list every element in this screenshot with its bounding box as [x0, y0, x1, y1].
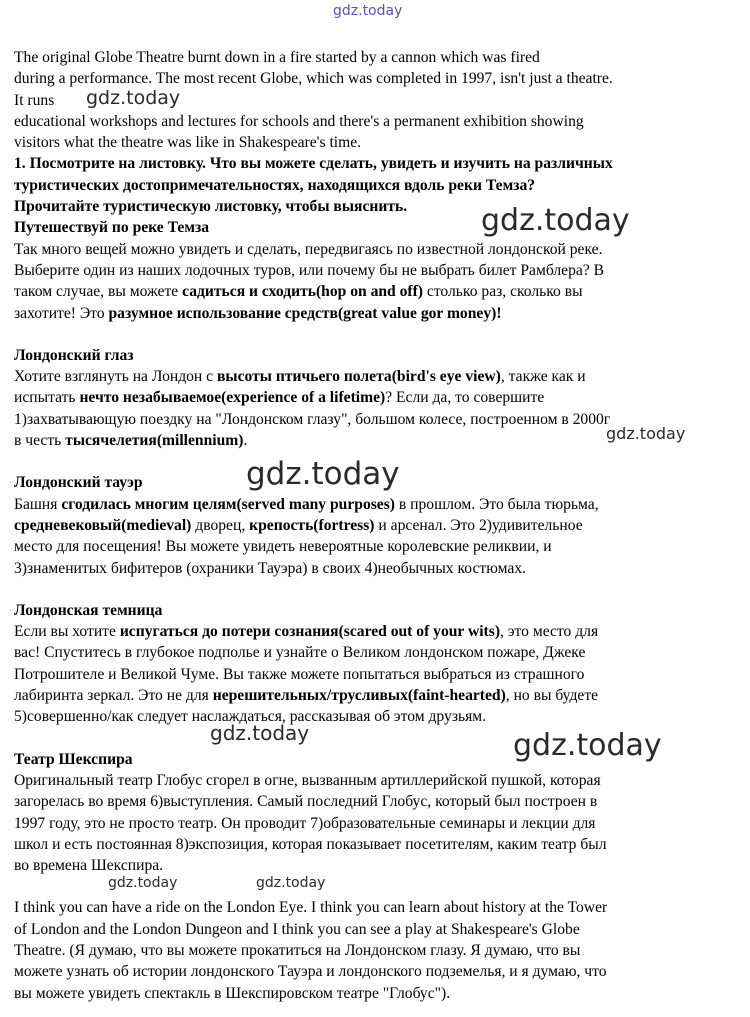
watermark: gdz.today: [256, 875, 326, 891]
text-line: место для посещения! Вы можете увидеть невероятные королевские реликвии, и: [14, 538, 552, 556]
text-line: вы можете увидеть спектакль в Шекспировском театре "Глобус").: [14, 984, 451, 1002]
intro-line: It runs: [14, 91, 55, 109]
text-line: Оригинальный театр Глобус сгорел в огне, вызванным артиллерийской пушкой, которая: [14, 771, 601, 789]
text-line: Башня сгодилась многим целям(served many purposes) в прошлом. Это была тюрьма,: [14, 495, 599, 513]
text-line: Так много вещей можно увидеть и сделать, передвигаясь по известной лондонской реке.: [14, 240, 603, 258]
text-line: Хотите взглянуть на Лондон с высоты птичьего полета(bird's eye view), также как и: [14, 368, 586, 386]
text-line: of London and the London Dungeon and I think you can see a play at Shakespeare's Globe: [14, 920, 580, 938]
task-line: 1. Посмотрите на листовку. Что вы можете сделать, увидеть и изучить на различных: [14, 155, 613, 173]
text-line: во времена Шекспира.: [14, 857, 164, 875]
section-title: Театр Шекспира: [14, 750, 133, 768]
section-globe: [14, 749, 739, 877]
task-line: Прочитайте туристическую листовку, чтобы выяснить.: [14, 198, 408, 216]
text-line: 1)захватывающую поездку на "Лондонском глазу", большом колесе, построенном в 2000г: [14, 410, 611, 428]
section-title: Лондонский тауэр: [14, 474, 143, 492]
watermark: gdz.today: [513, 728, 662, 763]
answer-block: [14, 897, 739, 1003]
watermark: gdz.today: [210, 721, 310, 745]
intro-line: educational workshops and lectures for schools and there's a permanent exhibition showing: [14, 112, 584, 130]
watermark: gdz.today: [246, 456, 400, 492]
text-line: в честь тысячелетия(millennium).: [14, 432, 248, 450]
section-title: Путешествуй по реке Темза: [14, 219, 210, 237]
text-line: захотите! Это разумное использование средств(great value gor money)!: [14, 304, 502, 322]
text-line: школ и есть постоянная 8)экспозиция, которая показывает посетителям, каким театр был: [14, 835, 607, 853]
watermark-top: gdz.today: [333, 3, 403, 19]
text-line: Theatre. (Я думаю, что вы можете прокатиться на Лондонском глазу. Я думаю, что вы: [14, 941, 581, 959]
text-line: 1997 году, это не просто театр. Он проводит 7)образовательные семинары и лекции для: [14, 814, 596, 832]
text-line: Выберите один из наших лодочных туров, или почему бы не выбрать билет Рамблера? В: [14, 261, 605, 279]
task-heading: [14, 153, 739, 217]
watermark: gdz.today: [481, 203, 630, 238]
document-body: [14, 47, 739, 1004]
watermark: gdz.today: [606, 424, 686, 443]
text-line: можете узнать об истории лондонского Тауэра и лондонского подземелья, и я думаю, что: [14, 963, 607, 981]
section-title: Лондонская темница: [14, 601, 163, 619]
intro-line: The original Globe Theatre burnt down in a fire started by a cannon which was fired: [14, 49, 540, 66]
section-dungeon: [14, 600, 739, 728]
intro-line: visitors what the theatre was like in Shakespeare's time.: [14, 134, 362, 152]
text-line: испытать нечто незабываемое(experience of a lifetime)? Если да, то совершите: [14, 389, 545, 407]
task-line: туристических достопримечательностях, находящихся вдоль реки Темза?: [14, 176, 536, 194]
text-line: средневековый(medieval) дворец, крепость(fortress) и арсенал. Это 2)удивительное: [14, 516, 583, 534]
text-line: 3)знаменитых бифитеров (охраники Тауэра) в своих 4)необычных костюмах.: [14, 559, 527, 577]
text-line: Потрошителе и Великой Чуме. Вы также можете попытаться выбраться из страшного: [14, 665, 585, 683]
text-line: таком случае, вы можете садиться и сходить(hop on and off) столько раз, сколько вы: [14, 283, 583, 301]
text-line: лабиринта зеркал. Это не для нерешительных/трусливых(faint-hearted), но вы будете: [14, 687, 599, 705]
text-line: I think you can have a ride on the London Eye. I think you can learn about history at the Tower: [14, 899, 608, 917]
intro-line: during a performance. The most recent Globe, which was completed in 1997, isn't just a theatre.: [14, 70, 613, 88]
watermark: gdz.today: [86, 87, 181, 109]
text-line: Если вы хотите испугаться до потери сознания(scared out of your wits), это место для: [14, 623, 599, 641]
watermark: gdz.today: [108, 875, 178, 891]
text-line: 5)совершенно/как следует наслаждаться, рассказывая об этом друзьям.: [14, 708, 487, 726]
section-thames: [14, 217, 739, 323]
text-line: загорелась во время 6)выступления. Самый последний Глобус, который был построен в: [14, 793, 598, 811]
text-line: вас! Спуститесь в глубокое подполье и узнайте о Великом лондонском пожаре, Джеке: [14, 644, 586, 662]
section-title: Лондонский глаз: [14, 346, 134, 364]
